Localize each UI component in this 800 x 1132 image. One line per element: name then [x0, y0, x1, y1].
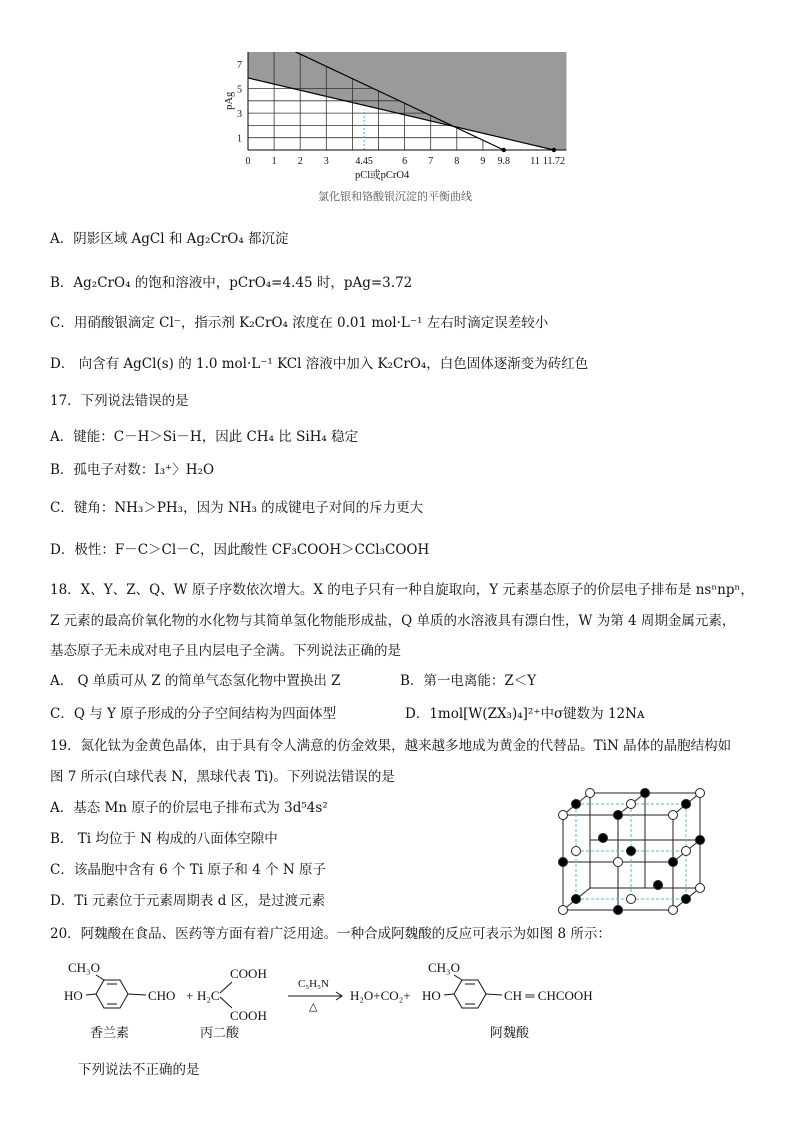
option-16d: D． 向含有 AgCl(s) 的 1.0 mol·L⁻¹ KCl 溶液中加入 K₂CrO₄，白色固体逐渐变为砖红色: [50, 356, 589, 372]
q18-stem-2: Z 元素的最高价氧化物的水化物与其简单氢化物能形成盐，Q 单质的水溶液具有漂白性，W 为第 4 周期金属元素，: [50, 613, 736, 629]
ferulic-hydroxy: HO: [422, 988, 441, 1003]
option-17d: D．极性：F－C＞Cl－C，因此酸性 CF₃COOH＞CCl₃COOH: [50, 542, 430, 558]
q18-stem-3: 基态原子无未成对电子且内层电子全满。下列说法正确的是: [50, 643, 401, 659]
q18-stem-1: 18．X、Y、Z、Q、W 原子序数依次增大。X 的电子只有一种自旋取向，Y 元素基态原子的价层电子排布是 nsⁿnpⁿ，: [50, 582, 754, 598]
x-tick-label-4: 4.45: [355, 156, 373, 167]
option-19c: C．该晶胞中含有 6 个 Ti 原子和 4 个 N 原子: [50, 862, 326, 878]
ferulic-chain: CH ═ CHCOOH: [504, 988, 593, 1003]
q19-stem-2: 图 7 所示(白球代表 N，黑球代表 Ti)。下列说法错误的是: [50, 769, 395, 785]
x-tick-label-3: 3: [323, 156, 329, 167]
x-tick-label-5: 6: [402, 156, 408, 167]
q17-stem: 17．下列说法错误的是: [50, 393, 189, 409]
option-19d: D．Ti 元素位于元素周期表 d 区，是过渡元素: [50, 893, 326, 909]
reaction-svg: [60, 960, 740, 1060]
y-tick-label-3: 7: [237, 59, 242, 71]
option-17c: C．键角：NH₃＞PH₃，因为 NH₃ 的成键电子对间的斥力更大: [50, 500, 424, 516]
x-tick-label-7: 8: [454, 156, 460, 167]
option-16b: B．Ag₂CrO₄ 的饱和溶液中，pCrO₄=4.45 时，pAg=3.72: [50, 275, 413, 291]
malonic-cooh-bottom: COOH: [230, 1008, 267, 1023]
y-axis-label: pAg: [224, 91, 235, 110]
malonic-ch2: H₂C: [197, 988, 220, 1003]
name-ferulic: 阿魏酸: [490, 1025, 530, 1040]
option-16c: C．用硝酸银滴定 Cl⁻，指示剂 K₂CrO₄ 浓度在 0.01 mol·L⁻¹ 左右时滴定误差较小: [50, 315, 549, 331]
option-17b: B．孤电子对数：I₃⁺〉H₂O: [50, 462, 215, 478]
q20-tail: 下列说法不正确的是: [78, 1062, 200, 1078]
option-17a: A．键能：C－H＞Si－H，因此 CH₄ 比 SiH₄ 稳定: [50, 429, 359, 445]
plus-sign: +: [186, 988, 194, 1003]
malonic-cooh-top: COOH: [230, 966, 267, 981]
x-axis-label: pCl或pCrO4: [355, 170, 410, 181]
ferulic-methoxy: CH₃O: [428, 960, 460, 975]
heat-symbol: △: [309, 1001, 318, 1013]
reagent-pyridine: C₅H₅N: [298, 978, 329, 990]
option-18a: A． Q 单质可从 Z 的简单气态氢化物中置换出 Z: [50, 673, 341, 689]
tin-unit-cell-figure: [555, 785, 715, 919]
x-tick-label-0: 0: [245, 156, 251, 167]
name-malonic: 丙二酸: [200, 1025, 240, 1040]
reaction-scheme: [60, 960, 740, 1064]
chart-svg: [218, 52, 598, 202]
option-16a: A．阴影区域 AgCl 和 Ag₂CrO₄ 都沉淀: [50, 231, 289, 247]
x-tick-label-1: 1: [271, 156, 277, 167]
x-tick-label-6: 7: [428, 156, 434, 167]
y-tick-label-0: 1: [237, 133, 242, 145]
chart-caption: 氯化银和铬酸银沉淀的平衡曲线: [318, 190, 472, 203]
option-19b: B． Ti 均位于 N 构成的八面体空隙中: [50, 831, 278, 847]
x-tick-label-10: 11: [530, 156, 540, 167]
q19-stem-1: 19．氮化钛为金黄色晶体，由于具有令人满意的仿金效果，越来越多地成为黄金的代替品。TiN 晶体的晶胞结构如: [50, 738, 732, 754]
equilibrium-chart: [218, 52, 598, 206]
x-tick-label-2: 2: [297, 156, 303, 167]
y-tick-label-2: 5: [237, 84, 242, 96]
x-tick-label-8: 9: [480, 156, 486, 167]
name-vanillin: 香兰素: [90, 1025, 130, 1040]
vanillin-aldehyde: CHO: [148, 988, 176, 1003]
x-tick-label-9: 9.8: [497, 156, 511, 167]
option-19a: A．基态 Mn 原子的价层电子排布式为 3d⁵4s²: [50, 800, 328, 816]
vanillin-hydroxy: HO: [64, 988, 83, 1003]
option-18d: D．1mol[W(ZX₃)₄]²⁺中σ键数为 12Nᴀ: [405, 706, 645, 722]
option-18b: B．第一电离能：Z＜Y: [400, 673, 537, 689]
option-18c: C．Q 与 Y 原子形成的分子空间结构为四面体型: [50, 706, 337, 722]
x-tick-label-11: 11.72: [542, 156, 565, 167]
q20-stem: 20．阿魏酸在食品、医药等方面有着广泛用途。一种合成阿魏酸的反应可表示为如图 8 所示：: [50, 926, 611, 942]
vanillin-methoxy: CH₃O: [68, 960, 100, 975]
unit-cell-svg: [555, 785, 715, 915]
y-tick-label-1: 3: [237, 109, 242, 121]
byproducts: H₂O+CO₂+: [350, 988, 411, 1003]
